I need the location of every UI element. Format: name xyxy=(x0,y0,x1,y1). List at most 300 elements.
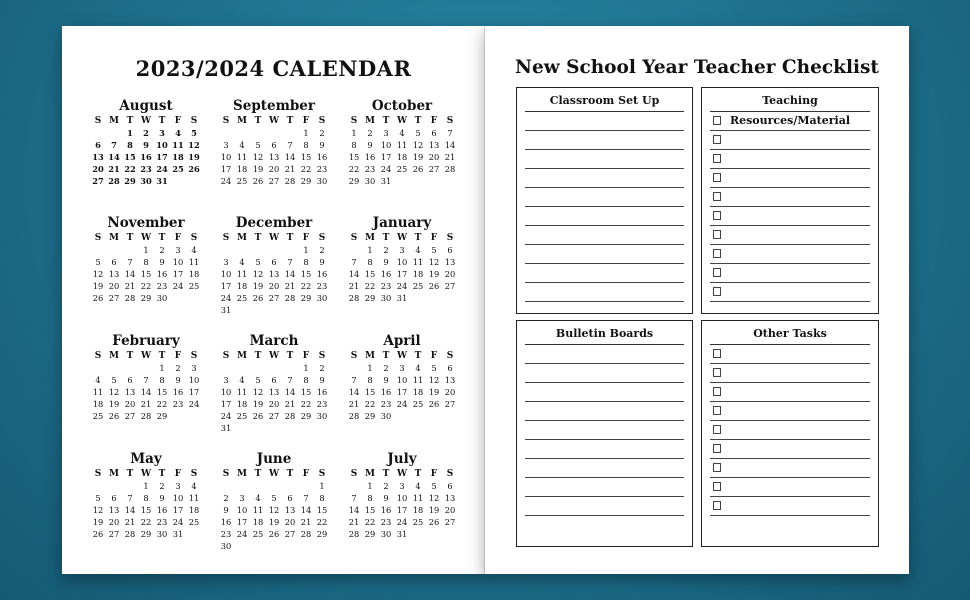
day-cell: 12 xyxy=(428,375,440,385)
day-cell: 27 xyxy=(444,399,456,409)
writing-line[interactable] xyxy=(525,188,684,207)
checkbox-list xyxy=(710,345,870,516)
day-cell: 15 xyxy=(156,387,168,397)
checkbox[interactable] xyxy=(713,173,721,182)
day-cell: 21 xyxy=(444,152,456,162)
day-cell: 12 xyxy=(252,269,264,279)
writing-line[interactable] xyxy=(525,207,684,226)
day-cell: 20 xyxy=(108,517,120,527)
day-cell: 4 xyxy=(399,128,405,138)
writing-line[interactable] xyxy=(525,226,684,245)
day-cell: 10 xyxy=(396,375,408,385)
weekday-header: S xyxy=(94,233,102,243)
day-cell: 17 xyxy=(156,152,168,162)
day-cell: 4 xyxy=(239,257,245,267)
day-cell: 2 xyxy=(159,481,165,491)
checkbox[interactable] xyxy=(713,387,721,396)
empty-cell xyxy=(218,480,234,492)
day-cell: 31 xyxy=(220,305,232,315)
weekday-header: S xyxy=(446,233,454,243)
day-cell: 22 xyxy=(140,281,152,291)
writing-line[interactable] xyxy=(525,112,684,131)
day-cell: 10 xyxy=(236,505,248,515)
day-cell: 1 xyxy=(367,363,373,373)
day-cell: 2 xyxy=(319,245,325,255)
checkbox[interactable] xyxy=(713,444,721,453)
day-cell: 5 xyxy=(191,128,197,138)
day-cell: 2 xyxy=(159,245,165,255)
checkbox[interactable] xyxy=(713,482,721,491)
empty-cell xyxy=(234,244,250,256)
day-cell: 11 xyxy=(412,257,424,267)
month-day-grid xyxy=(218,232,330,316)
checklist-row xyxy=(710,402,870,421)
day-cell: 6 xyxy=(111,493,117,503)
weekday-header: T xyxy=(286,116,294,126)
empty-cell xyxy=(106,244,122,256)
day-cell: 31 xyxy=(220,423,232,433)
day-cell: 29 xyxy=(124,176,136,186)
day-cell: 1 xyxy=(367,245,373,255)
weekday-header: T xyxy=(414,351,422,361)
day-cell: 12 xyxy=(412,140,424,150)
writing-line[interactable] xyxy=(525,402,684,421)
day-cell: 15 xyxy=(300,269,312,279)
day-cell: 16 xyxy=(380,505,392,515)
day-cell: 9 xyxy=(159,493,165,503)
checkbox[interactable] xyxy=(713,501,721,510)
day-cell: 2 xyxy=(383,245,389,255)
writing-line[interactable] xyxy=(525,364,684,383)
day-cell: 20 xyxy=(284,517,296,527)
weekday-header: M xyxy=(237,233,247,243)
day-cell: 7 xyxy=(287,257,293,267)
weekday-header: T xyxy=(382,116,390,126)
writing-line[interactable] xyxy=(525,478,684,497)
day-cell: 22 xyxy=(140,517,152,527)
day-cell: 13 xyxy=(124,387,136,397)
checkbox[interactable] xyxy=(713,211,721,220)
day-cell: 9 xyxy=(319,257,325,267)
day-cell: 1 xyxy=(303,245,309,255)
empty-cell xyxy=(138,362,154,374)
month-name: January xyxy=(372,215,432,231)
day-cell: 14 xyxy=(284,152,296,162)
weekday-header: T xyxy=(158,469,166,479)
day-cell: 22 xyxy=(300,399,312,409)
checkbox[interactable] xyxy=(713,368,721,377)
weekday-header: T xyxy=(126,233,134,243)
writing-line[interactable] xyxy=(525,421,684,440)
month-may xyxy=(90,451,202,540)
month-name: October xyxy=(371,98,433,114)
day-cell: 24 xyxy=(380,164,392,174)
day-cell: 26 xyxy=(92,293,104,303)
day-cell: 21 xyxy=(284,164,296,174)
day-cell: 30 xyxy=(316,293,328,303)
day-cell: 29 xyxy=(140,293,152,303)
day-cell: 29 xyxy=(364,293,376,303)
writing-line[interactable] xyxy=(525,383,684,402)
day-cell: 23 xyxy=(364,164,376,174)
empty-cell xyxy=(90,362,106,374)
day-cell: 28 xyxy=(284,411,296,421)
weekday-header: S xyxy=(350,116,358,126)
empty-cell xyxy=(266,127,282,139)
month-day-grid xyxy=(90,115,202,187)
day-cell: 12 xyxy=(188,140,200,150)
day-cell: 13 xyxy=(444,257,456,267)
weekday-header: W xyxy=(268,351,280,361)
day-cell: 12 xyxy=(252,152,264,162)
checklist-title: New School Year Teacher Checklist xyxy=(515,57,879,78)
writing-line[interactable] xyxy=(525,440,684,459)
day-cell: 11 xyxy=(172,140,184,150)
day-cell: 24 xyxy=(220,411,232,421)
weekday-header: F xyxy=(430,351,438,361)
day-cell: 25 xyxy=(188,517,200,527)
day-cell: 13 xyxy=(428,140,440,150)
writing-line[interactable] xyxy=(525,169,684,188)
checklist-row xyxy=(710,283,870,302)
day-cell: 25 xyxy=(188,281,200,291)
day-cell: 26 xyxy=(268,529,280,539)
checkbox[interactable] xyxy=(713,349,721,358)
empty-cell xyxy=(218,362,234,374)
month-name: May xyxy=(130,451,162,467)
day-cell: 2 xyxy=(319,363,325,373)
day-cell: 1 xyxy=(143,245,149,255)
day-cell: 8 xyxy=(351,140,357,150)
day-cell: 5 xyxy=(255,257,261,267)
weekday-header: M xyxy=(109,116,119,126)
day-cell: 21 xyxy=(140,399,152,409)
weekday-header: M xyxy=(365,351,375,361)
day-cell: 13 xyxy=(444,493,456,503)
bulletin-boards-box xyxy=(516,320,693,547)
empty-cell xyxy=(250,362,266,374)
weekday-header: S xyxy=(222,116,230,126)
day-cell: 18 xyxy=(412,505,424,515)
weekday-header: S xyxy=(190,351,198,361)
day-cell: 19 xyxy=(108,399,120,409)
day-cell: 28 xyxy=(348,529,360,539)
day-cell: 11 xyxy=(412,493,424,503)
day-cell: 12 xyxy=(268,505,280,515)
day-cell: 2 xyxy=(383,481,389,491)
day-cell: 20 xyxy=(444,387,456,397)
day-cell: 18 xyxy=(236,164,248,174)
day-cell: 31 xyxy=(396,293,408,303)
day-cell: 7 xyxy=(287,140,293,150)
empty-cell xyxy=(218,127,234,139)
day-cell: 9 xyxy=(383,375,389,385)
writing-line[interactable] xyxy=(525,497,684,516)
empty-cell xyxy=(106,480,122,492)
day-cell: 10 xyxy=(396,493,408,503)
day-cell: 18 xyxy=(188,269,200,279)
day-cell: 9 xyxy=(319,140,325,150)
day-cell: 25 xyxy=(236,176,248,186)
day-cell: 2 xyxy=(383,363,389,373)
day-cell: 3 xyxy=(159,128,165,138)
day-cell: 25 xyxy=(396,164,408,174)
day-cell: 22 xyxy=(124,164,136,174)
weekday-header: F xyxy=(302,351,310,361)
day-cell: 1 xyxy=(367,481,373,491)
checkbox[interactable] xyxy=(713,425,721,434)
day-cell: 13 xyxy=(268,152,280,162)
checkbox[interactable] xyxy=(713,135,721,144)
day-cell: 13 xyxy=(284,505,296,515)
month-day-grid xyxy=(346,468,458,540)
other-tasks-box xyxy=(701,320,879,547)
weekday-header: T xyxy=(126,469,134,479)
day-cell: 25 xyxy=(412,517,424,527)
day-cell: 11 xyxy=(92,387,104,397)
day-cell: 23 xyxy=(380,399,392,409)
day-cell: 7 xyxy=(351,493,357,503)
writing-line[interactable] xyxy=(525,245,684,264)
day-cell: 3 xyxy=(175,481,181,491)
day-cell: 19 xyxy=(268,517,280,527)
writing-line[interactable] xyxy=(525,131,684,150)
empty-cell xyxy=(282,127,298,139)
day-cell: 12 xyxy=(108,387,120,397)
checklist-row xyxy=(710,207,870,226)
empty-cell xyxy=(90,480,106,492)
day-cell: 1 xyxy=(159,363,165,373)
day-cell: 2 xyxy=(223,493,229,503)
day-cell: 6 xyxy=(447,245,453,255)
day-cell: 23 xyxy=(380,517,392,527)
day-cell: 13 xyxy=(444,375,456,385)
section-title: Classroom Set Up xyxy=(525,91,684,112)
day-cell: 20 xyxy=(124,399,136,409)
day-cell: 24 xyxy=(156,164,168,174)
weekday-header: T xyxy=(286,469,294,479)
month-december xyxy=(218,215,330,316)
day-cell: 17 xyxy=(396,505,408,515)
checkbox[interactable] xyxy=(713,249,721,258)
day-cell: 10 xyxy=(188,375,200,385)
writing-line[interactable] xyxy=(525,283,684,302)
weekday-header: T xyxy=(126,351,134,361)
day-cell: 4 xyxy=(239,140,245,150)
weekday-header: T xyxy=(126,116,134,126)
day-cell: 9 xyxy=(175,375,181,385)
checklist-row xyxy=(710,440,870,459)
day-cell: 3 xyxy=(239,493,245,503)
month-february xyxy=(90,333,202,422)
weekday-header: W xyxy=(268,116,280,126)
weekday-header: S xyxy=(318,116,326,126)
weekday-header: S xyxy=(318,469,326,479)
day-cell: 12 xyxy=(92,269,104,279)
day-cell: 14 xyxy=(124,505,136,515)
day-cell: 26 xyxy=(428,281,440,291)
day-cell: 5 xyxy=(255,140,261,150)
writing-line[interactable] xyxy=(525,459,684,478)
day-cell: 9 xyxy=(143,140,149,150)
writing-line[interactable] xyxy=(525,345,684,364)
day-cell: 15 xyxy=(364,505,376,515)
day-cell: 18 xyxy=(92,399,104,409)
calendar-title: 2023/2024 CALENDAR xyxy=(135,56,412,81)
checkbox[interactable] xyxy=(713,116,721,125)
weekday-header: S xyxy=(350,233,358,243)
day-cell: 15 xyxy=(348,152,360,162)
day-cell: 23 xyxy=(316,164,328,174)
day-cell: 1 xyxy=(143,481,149,491)
day-cell: 26 xyxy=(108,411,120,421)
day-cell: 23 xyxy=(316,399,328,409)
weekday-header: F xyxy=(430,469,438,479)
day-cell: 10 xyxy=(156,140,168,150)
day-cell: 27 xyxy=(108,529,120,539)
day-cell: 9 xyxy=(383,493,389,503)
empty-cell xyxy=(90,127,106,139)
day-cell: 27 xyxy=(92,176,104,186)
day-cell: 19 xyxy=(92,517,104,527)
day-cell: 4 xyxy=(175,128,181,138)
day-cell: 27 xyxy=(268,411,280,421)
day-cell: 10 xyxy=(380,140,392,150)
day-cell: 27 xyxy=(108,293,120,303)
day-cell: 5 xyxy=(255,375,261,385)
checkbox[interactable] xyxy=(713,192,721,201)
checklist-row xyxy=(710,264,870,283)
weekday-header: T xyxy=(414,116,422,126)
day-cell: 9 xyxy=(383,257,389,267)
checkbox[interactable] xyxy=(713,230,721,239)
checkbox[interactable] xyxy=(713,268,721,277)
weekday-header: S xyxy=(190,233,198,243)
day-cell: 18 xyxy=(188,505,200,515)
day-cell: 22 xyxy=(156,399,168,409)
day-cell: 25 xyxy=(412,281,424,291)
month-october xyxy=(346,98,458,187)
writing-line[interactable] xyxy=(525,150,684,169)
day-cell: 4 xyxy=(95,375,101,385)
checkbox[interactable] xyxy=(713,406,721,415)
day-cell: 21 xyxy=(284,399,296,409)
weekday-header: T xyxy=(382,233,390,243)
empty-cell xyxy=(346,480,362,492)
month-name: June xyxy=(256,451,292,467)
day-cell: 26 xyxy=(428,399,440,409)
day-cell: 16 xyxy=(156,505,168,515)
day-cell: 23 xyxy=(156,281,168,291)
day-cell: 14 xyxy=(300,505,312,515)
day-cell: 22 xyxy=(300,281,312,291)
checkbox[interactable] xyxy=(713,463,721,472)
section-title: Other Tasks xyxy=(710,324,870,345)
day-cell: 6 xyxy=(447,481,453,491)
weekday-header: W xyxy=(396,233,408,243)
day-cell: 16 xyxy=(316,387,328,397)
day-cell: 7 xyxy=(287,375,293,385)
day-cell: 29 xyxy=(140,529,152,539)
weekday-header: S xyxy=(94,351,102,361)
empty-cell xyxy=(234,480,250,492)
day-cell: 24 xyxy=(220,293,232,303)
day-cell: 28 xyxy=(140,411,152,421)
weekday-header: F xyxy=(302,469,310,479)
day-cell: 27 xyxy=(284,529,296,539)
writing-line[interactable] xyxy=(525,264,684,283)
month-name: February xyxy=(112,333,180,349)
weekday-header: F xyxy=(430,233,438,243)
day-cell: 5 xyxy=(111,375,117,385)
checklist-row xyxy=(710,245,870,264)
weekday-header: T xyxy=(158,233,166,243)
checklist-page xyxy=(485,26,909,574)
day-cell: 18 xyxy=(236,399,248,409)
section-title: Teaching Resources/Material xyxy=(710,91,870,112)
day-cell: 29 xyxy=(364,529,376,539)
day-cell: 25 xyxy=(412,399,424,409)
day-cell: 13 xyxy=(268,269,280,279)
day-cell: 25 xyxy=(236,293,248,303)
day-cell: 20 xyxy=(92,164,104,174)
month-day-grid xyxy=(346,350,458,422)
day-cell: 7 xyxy=(447,128,453,138)
day-cell: 27 xyxy=(428,164,440,174)
weekday-header: T xyxy=(286,233,294,243)
day-cell: 17 xyxy=(172,269,184,279)
day-cell: 13 xyxy=(268,387,280,397)
day-cell: 21 xyxy=(348,517,360,527)
day-cell: 11 xyxy=(236,269,248,279)
day-cell: 14 xyxy=(108,152,120,162)
day-cell: 21 xyxy=(348,281,360,291)
weekday-header: W xyxy=(268,469,280,479)
day-cell: 11 xyxy=(236,152,248,162)
day-cell: 15 xyxy=(364,269,376,279)
month-name: April xyxy=(383,333,421,349)
day-cell: 24 xyxy=(220,176,232,186)
weekday-header: S xyxy=(190,469,198,479)
day-cell: 28 xyxy=(108,176,120,186)
day-cell: 12 xyxy=(428,257,440,267)
calendar-page xyxy=(62,26,485,574)
day-cell: 28 xyxy=(124,293,136,303)
day-cell: 26 xyxy=(412,164,424,174)
day-cell: 1 xyxy=(351,128,357,138)
day-cell: 4 xyxy=(415,245,421,255)
weekday-header: T xyxy=(158,351,166,361)
weekday-header: W xyxy=(268,233,280,243)
day-cell: 24 xyxy=(396,517,408,527)
day-cell: 29 xyxy=(364,411,376,421)
day-cell: 21 xyxy=(348,399,360,409)
weekday-header: W xyxy=(140,233,152,243)
weekday-header: S xyxy=(318,233,326,243)
day-cell: 4 xyxy=(239,375,245,385)
month-name: September xyxy=(232,98,316,114)
month-january xyxy=(346,215,458,304)
checkbox[interactable] xyxy=(713,154,721,163)
day-cell: 15 xyxy=(300,387,312,397)
day-cell: 26 xyxy=(252,293,264,303)
day-cell: 19 xyxy=(92,281,104,291)
day-cell: 15 xyxy=(300,152,312,162)
empty-cell xyxy=(282,244,298,256)
day-cell: 8 xyxy=(127,140,133,150)
day-cell: 22 xyxy=(300,164,312,174)
checkbox[interactable] xyxy=(713,287,721,296)
